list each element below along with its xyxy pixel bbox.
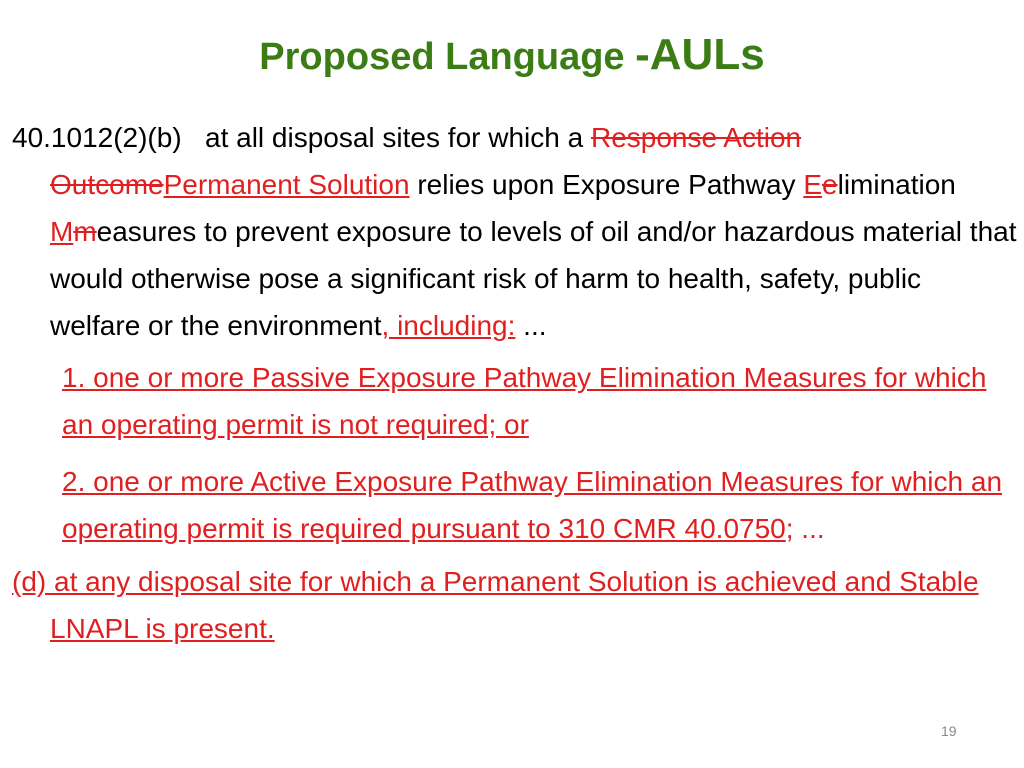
paragraph-40-1012-2-b [12, 114, 1018, 349]
deleted-text: e [822, 169, 838, 200]
text-segment: ... [515, 310, 547, 341]
text-segment: relies upon Exposure Pathway [409, 169, 804, 200]
inserted-text: 2. one or more Active Exposure Pathway Elimination Measures for which an operating permit is required pursuant to 310 CMR 40.0750 [62, 466, 1003, 544]
inserted-text: 1. one or more Passive Exposure Pathway Elimination Measures for which an operating permit is not required; or [62, 362, 987, 440]
paragraph-d-stable-lnapl [12, 558, 1018, 652]
inserted-text: , including: [381, 310, 516, 341]
page-number: 19 [941, 723, 957, 739]
text-segment: ; ... [785, 513, 825, 544]
slide-body [12, 114, 1018, 652]
inserted-text: (d) at any disposal site for which a Permanent Solution is achieved and Stable LNAPL is present. [12, 566, 979, 644]
title-main: Proposed Language [259, 36, 636, 78]
list-item-active-measures [62, 458, 1018, 552]
text-segment: at all disposal sites for which a [205, 122, 591, 153]
inserted-text: Permanent Solution [163, 169, 410, 200]
inserted-text: E [803, 169, 823, 200]
text-segment: limination [837, 169, 956, 200]
text-segment: easures to prevent exposure to levels of oil and/or hazardous material that would otherwise pose a significant risk of harm to health, safety, public welfare or the environment [50, 216, 1017, 341]
deleted-text: m [73, 216, 97, 247]
section-reference: 40.1012(2)(b) [12, 122, 182, 153]
title-suffix: -AULs [635, 30, 765, 79]
list-item-passive-measures [62, 354, 1018, 448]
slide-title [0, 30, 1024, 82]
deleted-text: Response Action Outcome [50, 122, 802, 200]
inserted-text: M [50, 216, 74, 247]
